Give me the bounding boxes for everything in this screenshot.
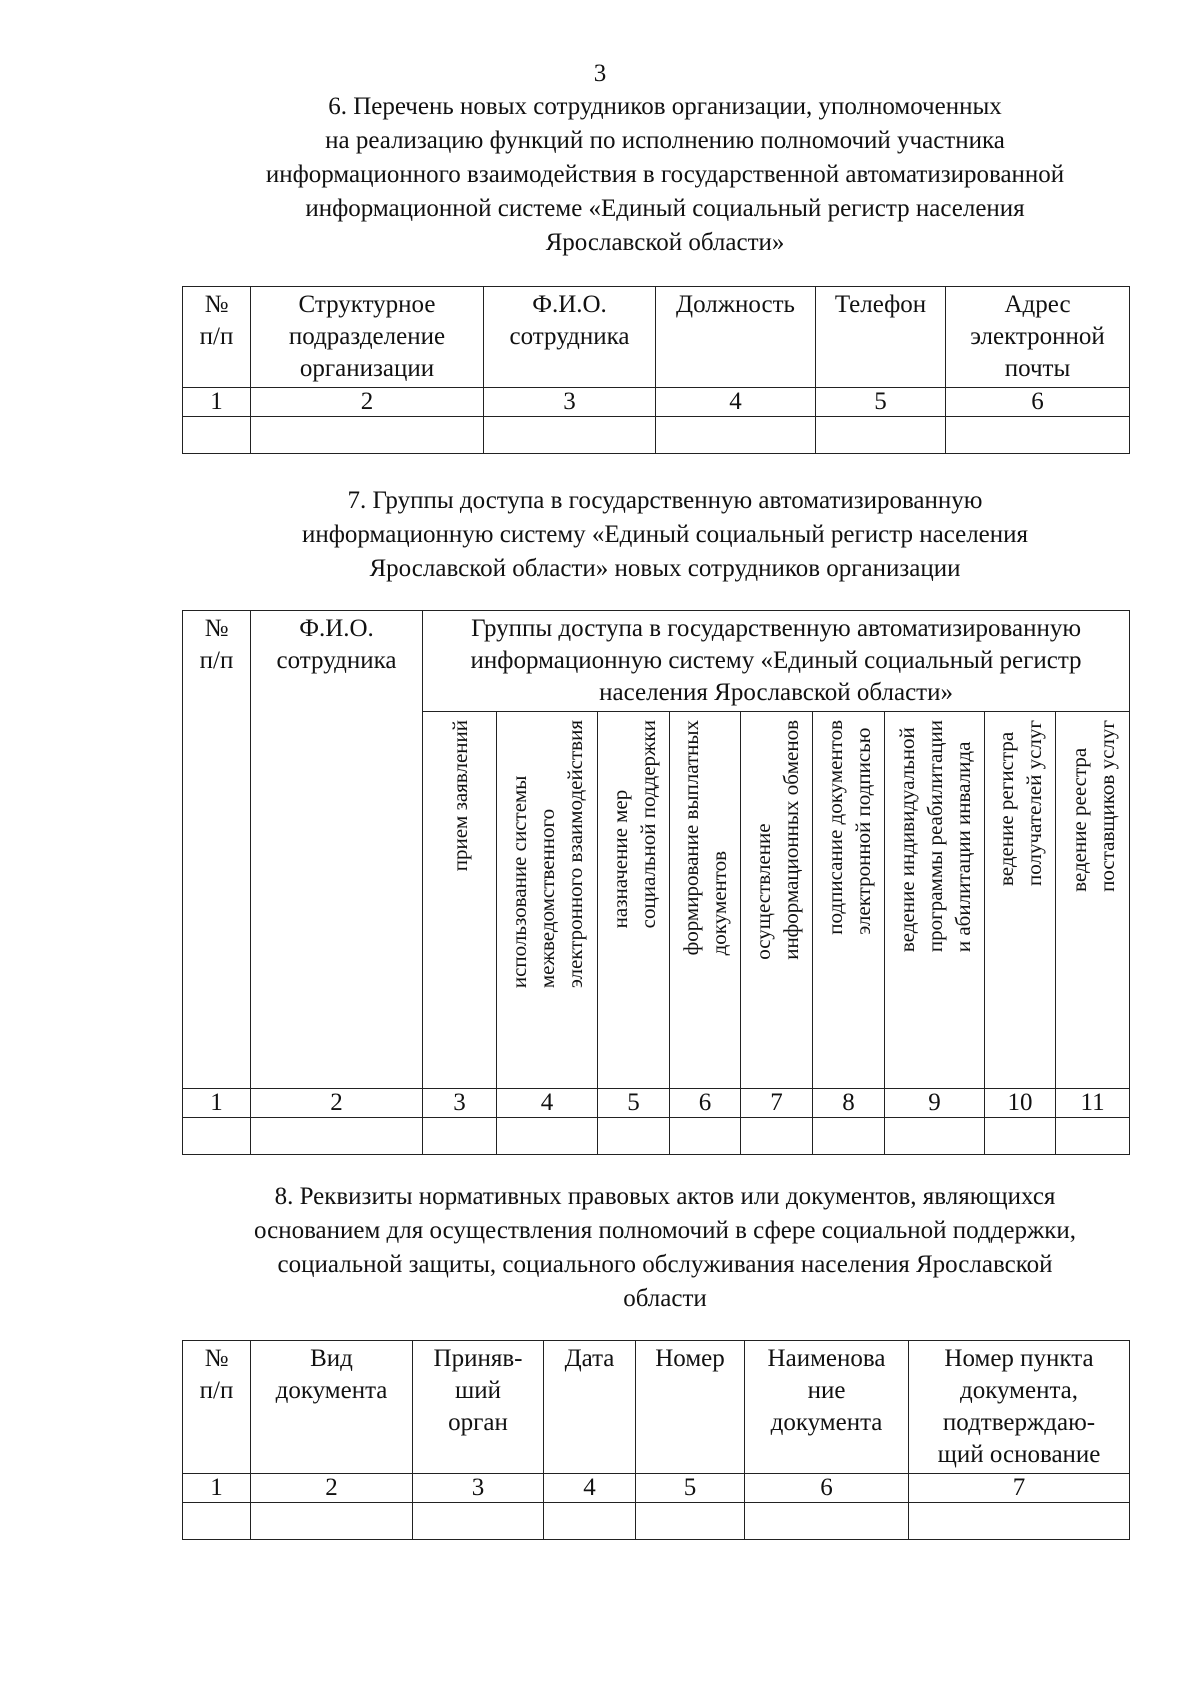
empty-cell[interactable]: [1056, 1118, 1130, 1155]
column-number: 1: [183, 388, 251, 417]
header-date: Дата: [544, 1341, 636, 1474]
group-interagency-exchange: использование системы межведомственного электронного взаимодействия: [497, 712, 598, 1089]
column-number: 2: [251, 1089, 423, 1118]
column-number: 11: [1056, 1089, 1130, 1118]
access-groups-table: [182, 610, 1130, 1155]
page-number: 3: [593, 60, 607, 87]
header-full-name: Ф.И.О. сотрудника: [251, 611, 423, 1089]
group-information-exchanges: осуществление информационных обменов: [741, 712, 813, 1089]
table-header-row: [183, 1341, 1130, 1474]
empty-row: [183, 1503, 1130, 1540]
column-number: 6: [670, 1089, 741, 1118]
column-number: 2: [251, 1474, 413, 1503]
empty-cell[interactable]: [251, 1118, 423, 1155]
group-providers-register: ведение реестра поставщиков услуг: [1056, 712, 1130, 1089]
column-number: 3: [484, 388, 656, 417]
group-electronic-signature: подписание документов электронной подписью: [813, 712, 885, 1089]
empty-cell[interactable]: [816, 417, 946, 454]
section8-title-line: области: [623, 1285, 707, 1312]
column-number: 7: [909, 1474, 1130, 1503]
section7-title-line: 7. Группы доступа в государственную автоматизированную: [347, 487, 983, 514]
empty-cell[interactable]: [656, 417, 816, 454]
group-rehabilitation-program: ведение индивидуальной программы реабилитации и абилитации инвалида: [885, 712, 985, 1089]
column-number: 4: [544, 1474, 636, 1503]
header-department: Структурное подразделение организации: [251, 287, 484, 388]
empty-cell[interactable]: [183, 1118, 251, 1155]
section6-title-line: Ярославской области»: [545, 229, 785, 256]
empty-cell[interactable]: [497, 1118, 598, 1155]
section6-title-line: на реализацию функций по исполнению полномочий участника: [325, 127, 1005, 154]
section8-title-line: 8. Реквизиты нормативных правовых актов или документов, являющихся: [274, 1183, 1056, 1210]
column-number: 1: [183, 1089, 251, 1118]
empty-cell[interactable]: [484, 417, 656, 454]
empty-cell[interactable]: [946, 417, 1130, 454]
header-number: № п/п: [183, 287, 251, 388]
empty-cell[interactable]: [741, 1118, 813, 1155]
header-document-type: Вид документа: [251, 1341, 413, 1474]
empty-cell[interactable]: [251, 417, 484, 454]
column-number-row: [183, 388, 1130, 417]
section7-title: [170, 484, 1160, 586]
section6-title-line: информационной системе «Единый социальный регистр населения: [305, 195, 1025, 222]
column-number: 5: [598, 1089, 670, 1118]
header-email: Адрес электронной почты: [946, 287, 1130, 388]
column-number: 5: [636, 1474, 745, 1503]
empty-cell[interactable]: [183, 417, 251, 454]
column-number-row: [183, 1474, 1130, 1503]
header-number: № п/п: [183, 1341, 251, 1474]
section7-title-line: информационную систему «Единый социальный регистр населения: [301, 521, 1029, 548]
section6-title-line: 6. Перечень новых сотрудников организации, уполномоченных: [328, 93, 1002, 120]
empty-cell[interactable]: [544, 1503, 636, 1540]
header-doc-number: Номер: [636, 1341, 745, 1474]
empty-row: [183, 1118, 1130, 1155]
empty-row: [183, 417, 1130, 454]
column-number: 2: [251, 388, 484, 417]
empty-cell[interactable]: [251, 1503, 413, 1540]
section6-title: [170, 90, 1160, 260]
table-header-row: [183, 611, 1130, 712]
empty-cell[interactable]: [183, 1503, 251, 1540]
empty-cell[interactable]: [909, 1503, 1130, 1540]
section8-title-line: основанием для осуществления полномочий в сфере социальной поддержки,: [253, 1217, 1077, 1244]
group-payment-documents: формирование выплатных документов: [670, 712, 741, 1089]
group-recipients-register: ведение регистра получателей услуг: [985, 712, 1056, 1089]
empty-cell[interactable]: [813, 1118, 885, 1155]
empty-cell[interactable]: [413, 1503, 544, 1540]
column-number: 7: [741, 1089, 813, 1118]
header-access-groups: Группы доступа в государственную автоматизированную информационную систему «Единый социальный регистр населения Ярославской области»: [423, 611, 1130, 712]
column-number: 1: [183, 1474, 251, 1503]
column-number: 3: [423, 1089, 497, 1118]
header-phone: Телефон: [816, 287, 946, 388]
section7-title-line: Ярославской области» новых сотрудников организации: [369, 555, 961, 582]
column-number: 6: [745, 1474, 909, 1503]
header-issuing-body: Приняв- ший орган: [413, 1341, 544, 1474]
column-number: 6: [946, 388, 1130, 417]
header-full-name: Ф.И.О. сотрудника: [484, 287, 656, 388]
table-header-row: [183, 287, 1130, 388]
empty-cell[interactable]: [670, 1118, 741, 1155]
header-clause-number: Номер пункта документа, подтверждаю- щий основание: [909, 1341, 1130, 1474]
empty-cell[interactable]: [423, 1118, 497, 1155]
column-number: 9: [885, 1089, 985, 1118]
group-applications: прием заявлений: [423, 712, 497, 1089]
column-number: 5: [816, 388, 946, 417]
group-support-measures: назначение мер социальной поддержки: [598, 712, 670, 1089]
empty-cell[interactable]: [598, 1118, 670, 1155]
empty-cell[interactable]: [636, 1503, 745, 1540]
header-position: Должность: [656, 287, 816, 388]
column-number: 8: [813, 1089, 885, 1118]
column-number: 10: [985, 1089, 1056, 1118]
empty-cell[interactable]: [985, 1118, 1056, 1155]
legal-acts-table: [182, 1340, 1130, 1540]
employees-table: [182, 286, 1130, 454]
empty-cell[interactable]: [885, 1118, 985, 1155]
empty-cell[interactable]: [745, 1503, 909, 1540]
section8-title-line: социальной защиты, социального обслуживания населения Ярославской: [277, 1251, 1053, 1278]
column-number-row: [183, 1089, 1130, 1118]
header-number: № п/п: [183, 611, 251, 1089]
section6-title-line: информационного взаимодействия в государственной автоматизированной: [265, 161, 1065, 188]
header-document-name: Наименова ние документа: [745, 1341, 909, 1474]
section8-title: [170, 1180, 1160, 1316]
column-number: 3: [413, 1474, 544, 1503]
column-number: 4: [497, 1089, 598, 1118]
column-number: 4: [656, 388, 816, 417]
